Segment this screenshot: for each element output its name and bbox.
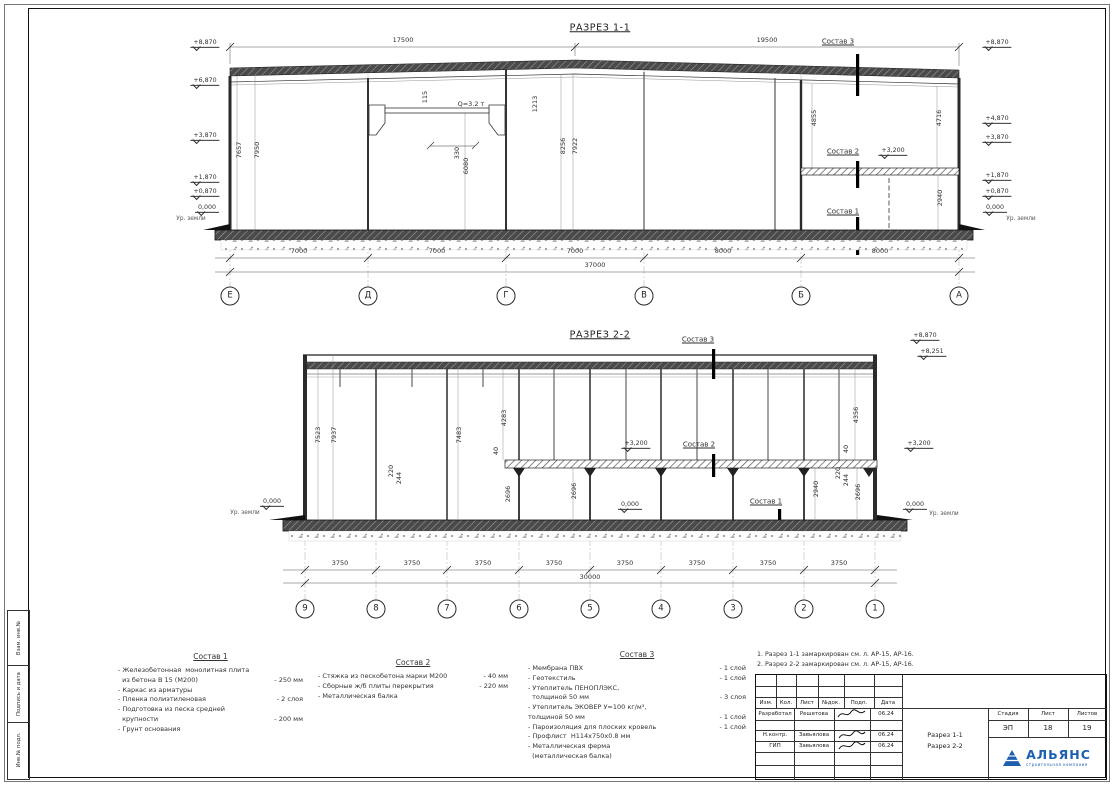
tb-header-podp: Подп. xyxy=(850,700,868,706)
tb-header-list: Лист xyxy=(800,700,814,706)
elevation-mark: +8,870 xyxy=(910,333,939,341)
ground-level-label: Ур. земли xyxy=(929,511,959,518)
legend-item-value: - 3 слоя xyxy=(719,693,746,702)
dim-label: 40 xyxy=(491,446,500,456)
sheet-number: 18 xyxy=(1043,724,1053,732)
stage-label: Стадия xyxy=(997,711,1019,717)
elevation-mark: 0,000 xyxy=(260,499,284,507)
dim-label: 220 xyxy=(386,464,395,478)
elevation-mark: +0,870 xyxy=(982,189,1011,197)
legend-row xyxy=(528,703,746,713)
dim-label: 3750 xyxy=(830,558,848,567)
dim-label: 4716 xyxy=(934,109,943,127)
legend-item-text: (металлическая балка) xyxy=(528,751,612,760)
legend-row xyxy=(318,682,508,692)
walls-columns xyxy=(229,70,961,230)
axis-bubble: 6 xyxy=(510,600,529,619)
legend-item-value: - 200 мм xyxy=(274,714,303,723)
alliance-triangle-icon xyxy=(1003,750,1021,766)
dim-label: 3750 xyxy=(759,558,777,567)
legend-title: Состав 2 xyxy=(395,658,431,667)
ground-structure xyxy=(203,224,985,250)
dim-label: 3750 xyxy=(403,558,421,567)
axis-bubble: В xyxy=(635,287,654,306)
legend-item-text: - Утеплитель ПЕНОПЛЭКС, xyxy=(528,683,620,692)
section2-title: РАЗРЕЗ 2-2 xyxy=(569,329,631,341)
dim-label: 19500 xyxy=(756,35,778,44)
legend-item-text: крупности xyxy=(118,714,159,723)
elevation-mark: +1,870 xyxy=(190,175,219,183)
axis-bubble: Б xyxy=(792,287,811,306)
dim-label: 4283 xyxy=(499,409,508,427)
section1-drawing xyxy=(175,20,1035,310)
legend-item-text: - Железобетонная монолитная плита xyxy=(118,666,250,674)
elevation-mark: +3,200 xyxy=(904,441,933,449)
dim-label: 2696 xyxy=(503,485,512,503)
axis-bubble: Е xyxy=(221,287,240,306)
legend-item-text: - Грунт основания xyxy=(118,724,181,733)
dim-label: 2940 xyxy=(811,480,820,498)
dim-label: 2940 xyxy=(935,189,944,207)
tb-header-izm: Изм. xyxy=(759,700,773,706)
axis-bubble: А xyxy=(950,287,969,306)
legend-item-text: - Геотекстиль xyxy=(528,673,576,682)
axis-bubble: 5 xyxy=(581,600,600,619)
legend-row xyxy=(528,674,746,684)
legend-item-value: - 40 мм xyxy=(483,672,508,680)
legend-item-text: - Пароизоляция для плоских кровель xyxy=(528,722,657,731)
legend-item-text: - Сборные ж/б плиты перекрытия xyxy=(318,681,434,690)
dim-label: 17500 xyxy=(392,35,414,44)
elevation-mark: +1,870 xyxy=(982,173,1011,181)
mezzanine-slab xyxy=(801,168,959,230)
legend-row xyxy=(528,723,746,733)
legend-sostav2 xyxy=(318,658,508,701)
dim-label: 3750 xyxy=(331,558,349,567)
axis-bubble: 3 xyxy=(724,600,743,619)
sheets-total: 19 xyxy=(1082,724,1092,732)
legend-sostav1 xyxy=(118,652,303,734)
legend-row xyxy=(528,684,746,694)
sostav2-ref: Состав 2 xyxy=(826,147,860,156)
sostav1-ref: Состав 1 xyxy=(826,207,860,216)
dim-label: 7937 xyxy=(329,426,338,444)
dim-extension-lines xyxy=(318,355,857,520)
roof-structure xyxy=(230,60,959,87)
elevation-mark: 0,000 xyxy=(195,205,219,213)
dim-label: 7000 xyxy=(428,246,446,255)
dim-label: 3750 xyxy=(688,558,706,567)
dim-label: 40 xyxy=(841,444,850,454)
dim-label: 2696 xyxy=(853,483,862,501)
dim-label: 8000 xyxy=(871,246,889,255)
dim-label: 7922 xyxy=(570,137,579,155)
axis-bubble: Г xyxy=(497,287,516,306)
legend-row xyxy=(528,713,746,723)
dim-label: 1213 xyxy=(530,95,539,113)
legend-item-text: - Каркас из арматуры xyxy=(118,685,193,694)
legend-title: Состав 1 xyxy=(193,652,228,661)
axis-bubble: 4 xyxy=(652,600,671,619)
tb-header-data: Дата xyxy=(880,700,896,706)
sheets-label: Листов xyxy=(1076,711,1098,717)
legend-row xyxy=(118,686,303,696)
sheet-label: Лист xyxy=(1041,711,1055,717)
legend-item-value: - 1 слой xyxy=(719,664,746,672)
tb-date: 06.24 xyxy=(878,732,894,738)
legend-row xyxy=(528,752,746,762)
note-line: 1. Разрез 1-1 замаркирован см. л. АР-15, АР-16. xyxy=(757,651,914,658)
frame-stamp-label: Подпись и дата xyxy=(15,671,22,716)
tb-date: 06.24 xyxy=(878,711,894,717)
legend-row xyxy=(118,695,303,705)
sostav-section-marks xyxy=(856,54,859,255)
dim-label: 8256 xyxy=(558,137,567,155)
crane-capacity-label: Q=3.2 т xyxy=(457,99,485,108)
frame-stamp-label: Инв.№ подл. xyxy=(15,732,22,768)
axis-bubble: 8 xyxy=(367,600,386,619)
legend-item-value: - 250 мм xyxy=(274,675,303,684)
dim-label: 7000 xyxy=(566,246,584,255)
doc-title-line1: Разрез 1-1 xyxy=(927,731,963,739)
frame-stamp-label: Взам. инв.№ xyxy=(15,620,22,656)
legend-row xyxy=(118,715,303,725)
axis-bubble: 2 xyxy=(795,600,814,619)
elevation-mark: 0,000 xyxy=(983,205,1007,213)
legend-item-value: - 1 слой xyxy=(719,722,746,731)
elevation-mark: +3,200 xyxy=(621,441,650,449)
legend-item-text: - Пленка полиэтиленовая xyxy=(118,695,206,704)
elevation-mark: +8,870 xyxy=(190,40,219,48)
dim-label: 8000 xyxy=(714,246,732,255)
notes xyxy=(757,650,914,671)
axis-grid-lines xyxy=(230,68,959,286)
dim-label: 244 xyxy=(394,471,403,485)
dim-label: 37000 xyxy=(584,260,606,269)
dim-label: 4356 xyxy=(851,406,860,424)
dim-label: 7523 xyxy=(313,426,322,444)
sostav1-ref: Состав 1 xyxy=(749,497,783,506)
dim-label: 3750 xyxy=(474,558,492,567)
frame-stamp-column xyxy=(7,610,30,780)
dim-label: 115 xyxy=(420,90,429,104)
ground-level-label: Ур. земли xyxy=(176,216,206,223)
dim-label: 330 xyxy=(452,146,461,160)
elevation-mark: +3,870 xyxy=(190,133,219,141)
crane-beam xyxy=(369,105,505,149)
dim-label: 4855 xyxy=(809,109,818,127)
legend-item-text: - Мембрана ПВХ xyxy=(528,664,584,672)
dim-label: 7950 xyxy=(252,141,261,159)
tb-role: ГИП xyxy=(769,743,781,749)
legend-row xyxy=(528,732,746,742)
tb-name: Решетова xyxy=(799,711,829,717)
sostav-section-marks xyxy=(712,349,781,538)
legend-item-text: - Утеплитель ЭКОВЕР У=100 кг/м³, xyxy=(528,703,647,711)
dim-label: 7483 xyxy=(454,426,463,444)
legend-row xyxy=(118,676,303,686)
elevation-mark: +8,251 xyxy=(917,349,946,357)
tb-name: Завьялова xyxy=(798,743,830,749)
legend-row xyxy=(118,666,303,676)
ground-level-label: Ур. земли xyxy=(1006,216,1036,223)
tb-role: Разработал xyxy=(758,711,792,717)
section1-title: РАЗРЕЗ 1-1 xyxy=(569,22,631,34)
legend-sostav3 xyxy=(528,650,746,762)
legend-row xyxy=(118,725,303,735)
legend-item-text: - Подготовка из песка средней xyxy=(118,705,225,713)
axis-bubble: 7 xyxy=(438,600,457,619)
legend-item-text: из бетона В 15 (М200) xyxy=(118,675,198,684)
dim-label: 30000 xyxy=(579,572,601,581)
ground-level-label: Ур. земли xyxy=(230,510,260,517)
dim-label: 7000 xyxy=(290,246,308,255)
company-subtitle: строительная компания xyxy=(1026,762,1088,768)
axis-bubble: Д xyxy=(359,287,378,306)
dim-label: 6080 xyxy=(461,157,470,175)
legend-row xyxy=(528,664,746,674)
signature xyxy=(836,707,868,721)
elevation-mark: 0,000 xyxy=(618,502,642,510)
elevation-mark: +0,870 xyxy=(190,189,219,197)
frame-stamp-cell xyxy=(8,665,29,723)
elevation-mark: +3,200 xyxy=(878,148,907,156)
legend-title: Состав 3 xyxy=(619,650,655,659)
dim-label: 3750 xyxy=(616,558,634,567)
dim-extension-lines xyxy=(234,74,938,230)
walls-columns xyxy=(303,355,877,520)
legend-row xyxy=(528,742,746,752)
company-name: АЛЬЯНС xyxy=(1026,746,1091,762)
legend-item-value: - 220 мм xyxy=(479,681,508,690)
frame-stamp-cell xyxy=(8,611,29,666)
tb-header-kol: Кол. xyxy=(779,700,793,706)
elevation-mark: +6,870 xyxy=(190,78,219,86)
elevation-mark: +8,870 xyxy=(982,40,1011,48)
dim-label: 7657 xyxy=(234,141,243,159)
dim-label: 244 xyxy=(841,473,850,487)
tb-date: 06.24 xyxy=(878,743,894,749)
dim-label: 2696 xyxy=(569,482,578,500)
axis-bubble: 1 xyxy=(866,600,885,619)
tb-name: Завьялова xyxy=(798,732,830,738)
ground-structure xyxy=(269,515,913,541)
sostav3-ref: Состав 3 xyxy=(821,37,855,46)
tb-role: Н.контр. xyxy=(762,732,788,738)
legend-item-value: - 1 слой xyxy=(719,712,746,721)
doc-title-line2: Разрез 2-2 xyxy=(927,742,963,750)
elevation-mark: 0,000 xyxy=(903,502,927,510)
legend-item-text: толщиной 50 мм xyxy=(528,712,585,721)
legend-item-value: - 1 слой xyxy=(719,673,746,682)
title-block xyxy=(755,674,1107,780)
legend-item-value: - 2 слоя xyxy=(276,695,303,704)
legend-row xyxy=(318,672,508,682)
legend-row xyxy=(318,692,508,702)
company-logo xyxy=(988,737,1106,779)
legend-item-text: толщиной 50 мм xyxy=(528,693,590,702)
legend-row xyxy=(528,693,746,703)
legend-item-text: - Стяжка из пескобетона марки М200 xyxy=(318,672,448,680)
sostav2-ref: Состав 2 xyxy=(682,440,716,449)
legend-item-text: - Профлист Н114х750х0.8 мм xyxy=(528,732,631,741)
note-line: 2. Разрез 2-2 замаркирован см. л. АР-15, АР-16. xyxy=(757,661,914,669)
legend-row xyxy=(118,705,303,715)
legend-item-text: - Металлическая балка xyxy=(318,691,398,700)
dim-label: 220 xyxy=(833,466,842,480)
section2-drawing xyxy=(225,325,1055,625)
legend-item-text: - Металлическая ферма xyxy=(528,742,611,750)
axis-bubble: 9 xyxy=(296,600,315,619)
frame-stamp-cell xyxy=(8,722,29,778)
stage-value: ЭП xyxy=(1002,724,1014,732)
sostav3-ref: Состав 3 xyxy=(681,335,715,344)
elevation-mark: +4,870 xyxy=(982,116,1011,124)
elevation-mark: +3,870 xyxy=(982,135,1011,143)
tb-header-ndok: №док. xyxy=(822,700,840,706)
signature xyxy=(836,740,868,753)
dim-label: 3750 xyxy=(545,558,563,567)
